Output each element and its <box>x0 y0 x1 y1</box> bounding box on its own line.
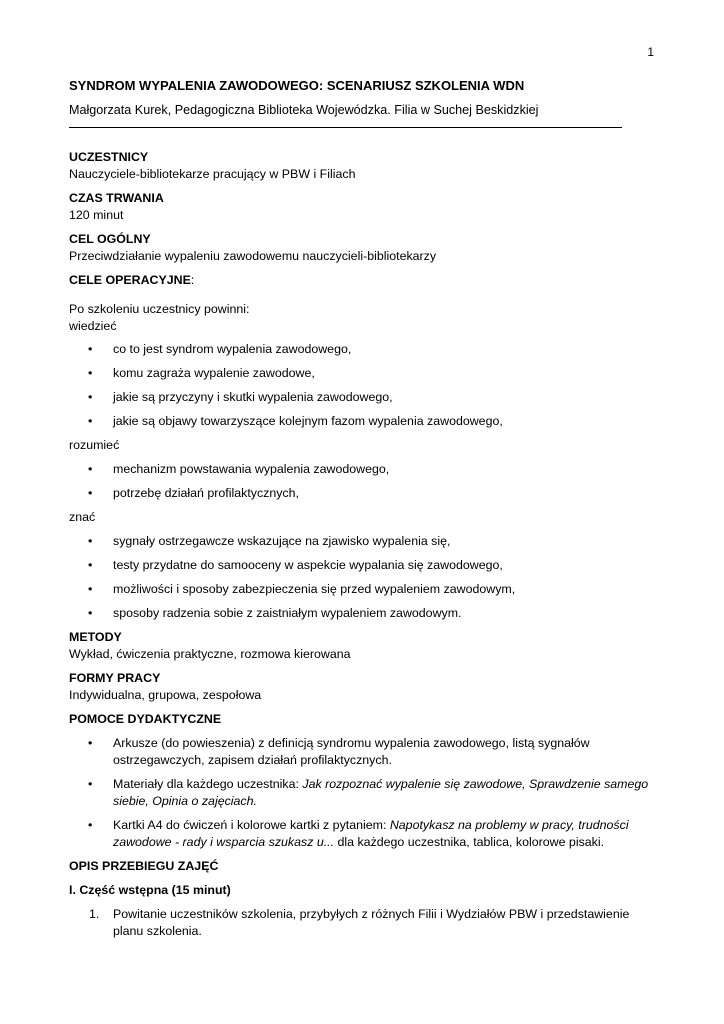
course-section <box>69 858 659 940</box>
list-item: • jakie są objawy towarzyszące kolejnym fazom wypalenia zawodowego, <box>69 413 659 430</box>
list-item: • testy przydatne do samooceny w aspekcie wypalania się zawodowego, <box>69 557 659 574</box>
methods-heading: METODY <box>69 630 122 644</box>
goal-group-label: znać <box>69 510 96 524</box>
aid-text: Kartki A4 do ćwiczeń i kolorowe kartki z pytaniem: <box>113 818 390 832</box>
operational-goals-section <box>69 272 659 622</box>
title-divider <box>69 127 622 128</box>
participants-heading: UCZESTNICY <box>69 150 149 164</box>
list-item: • komu zagraża wypalenie zawodowe, <box>69 365 659 382</box>
aid-text: dla każdego uczestnika, tablica, kolorowe pisaki. <box>334 835 605 849</box>
goal-list-understand <box>69 461 659 502</box>
goal-group-label: rozumieć <box>69 438 120 452</box>
duration-section <box>69 190 659 224</box>
step-text: Powitanie uczestników szkolenia, przybyłych z różnych Filii i Wydziałów PBW i przedstawienie planu szkolenia. <box>113 907 630 938</box>
step-number: 1. <box>89 907 100 921</box>
course-heading: OPIS PRZEBIEGU ZAJĘĆ <box>69 859 219 873</box>
duration-heading: CZAS TRWANIA <box>69 191 164 205</box>
document-body <box>69 77 659 940</box>
aid-text: Materiały dla każdego uczestnika: <box>113 777 303 791</box>
aids-heading: POMOCE DYDAKTYCZNE <box>69 712 222 726</box>
forms-section <box>69 670 659 704</box>
part1-heading: I. Część wstępna (15 minut) <box>69 883 231 897</box>
list-item: • możliwości i sposoby zabezpieczenia się przed wypaleniem zawodowym, <box>69 581 659 598</box>
author-line: Małgorzata Kurek, Pedagogiczna Biblioteka Wojewódzka. Filia w Suchej Beskidzkiej <box>69 103 539 117</box>
methods-text: Wykład, ćwiczenia praktyczne, rozmowa kierowana <box>69 647 351 661</box>
aids-section <box>69 711 659 851</box>
list-item <box>69 817 659 851</box>
methods-section <box>69 629 659 663</box>
forms-heading: FORMY PRACY <box>69 671 161 685</box>
general-goal-heading: CEL OGÓLNY <box>69 232 151 246</box>
general-goal-section <box>69 231 659 265</box>
operational-goals-heading-line <box>69 272 659 289</box>
aids-list <box>69 735 659 851</box>
goal-list-know <box>69 341 659 430</box>
list-item: • Arkusze (do powieszenia) z definicją syndromu wypalenia zawodowego, listą sygnałów ostrzegawczych, zapisem działań profilaktycznych. <box>69 735 659 769</box>
list-item <box>69 906 659 940</box>
participants-section <box>69 149 659 183</box>
list-item: • potrzebę działań profilaktycznych, <box>69 485 659 502</box>
forms-text: Indywidualna, grupowa, zespołowa <box>69 688 262 702</box>
goal-group-label: wiedzieć <box>69 319 117 333</box>
participants-text: Nauczyciele-bibliotekarze pracujący w PBW i Filiach <box>69 167 356 181</box>
list-item: • sygnały ostrzegawcze wskazujące na zjawisko wypalenia się, <box>69 533 659 550</box>
duration-text: 120 minut <box>69 208 124 222</box>
heading-colon: : <box>190 273 195 287</box>
operational-goals-intro: Po szkoleniu uczestnicy powinni: <box>69 302 250 316</box>
goal-list-be-aware <box>69 533 659 622</box>
list-item: • jakie są przyczyny i skutki wypalenia zawodowego, <box>69 389 659 406</box>
list-item <box>69 776 659 810</box>
operational-goals-heading: CELE OPERACYJNE <box>69 273 191 287</box>
list-item: • mechanizm powstawania wypalenia zawodowego, <box>69 461 659 478</box>
list-item: • sposoby radzenia sobie z zaistniałym wypaleniem zawodowym. <box>69 605 659 622</box>
document-title: SYNDROM WYPALENIA ZAWODOWEGO: SCENARIUSZ SZKOLENIA WDN <box>69 78 525 93</box>
aid-question: Napotykasz na problemy w pracy, trudności zawodowe - rady i wsparcia szukasz u... <box>113 818 629 849</box>
page-number: 1 <box>647 45 654 59</box>
list-item: • co to jest syndrom wypalenia zawodowego, <box>69 341 659 358</box>
aid-materials-titles: Jak rozpoznać wypalenie się zawodowe, Sprawdzenie samego siebie, Opinia o zajęciach. <box>113 777 649 808</box>
general-goal-text: Przeciwdziałanie wypaleniu zawodowemu nauczycieli-bibliotekarzy <box>69 249 437 263</box>
course-steps <box>69 906 659 940</box>
